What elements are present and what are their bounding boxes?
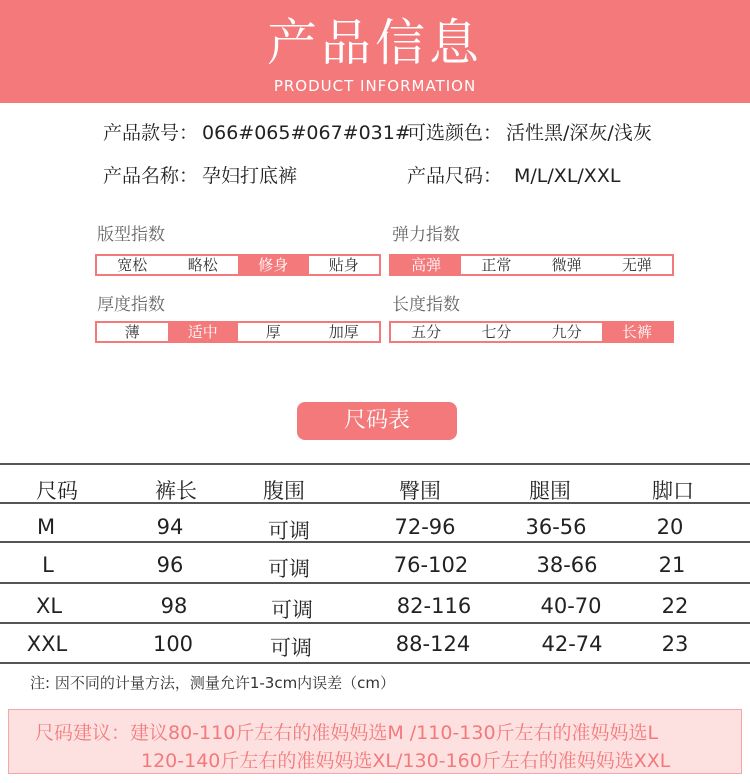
row-cell: 可调 bbox=[268, 519, 310, 543]
elasticity-index-label: 弹力指数 bbox=[392, 225, 460, 245]
row-cell: 98 bbox=[160, 594, 188, 618]
header-size: 尺码 bbox=[36, 479, 78, 503]
row-cell: 100 bbox=[152, 632, 194, 656]
elasticity-index-scale bbox=[389, 254, 674, 276]
fit-option: 贴身 bbox=[328, 256, 359, 274]
length-index-scale bbox=[389, 321, 674, 343]
thickness-option: 适中 bbox=[168, 323, 239, 341]
header-hem: 脚口 bbox=[652, 479, 694, 503]
thickness-option: 厚 bbox=[265, 323, 281, 341]
row-cell: 21 bbox=[658, 553, 686, 577]
fit-option: 宽松 bbox=[117, 256, 148, 274]
row-divider bbox=[0, 582, 750, 584]
row-divider bbox=[0, 541, 750, 543]
banner-subtitle: PRODUCT INFORMATION bbox=[273, 77, 477, 95]
size-table-title: 尺码表 bbox=[297, 402, 457, 440]
model-value: 066#065#067#031# bbox=[202, 122, 411, 144]
name-label: 产品名称： bbox=[103, 165, 199, 187]
size-advice-box bbox=[8, 709, 742, 774]
table-bottom-rule bbox=[0, 662, 750, 664]
elasticity-option: 正常 bbox=[481, 256, 512, 274]
row-cell: 88-124 bbox=[395, 632, 471, 656]
fit-option: 略松 bbox=[187, 256, 218, 274]
thickness-option: 薄 bbox=[124, 323, 140, 341]
row-cell: 22 bbox=[661, 594, 689, 618]
size-label: 产品尺码： bbox=[407, 165, 503, 187]
row-cell: 20 bbox=[656, 515, 684, 539]
product-sizes bbox=[407, 161, 620, 188]
model-label: 产品款号： bbox=[103, 122, 199, 144]
row-cell: 72-96 bbox=[394, 515, 456, 539]
size-value: M/L/XL/XXL bbox=[514, 165, 621, 187]
length-index-label: 长度指数 bbox=[392, 295, 460, 315]
header-banner bbox=[0, 0, 750, 103]
advice-text-1: 建议80-110斤左右的准妈妈选M /110-130斤左右的准妈妈选L bbox=[130, 722, 659, 744]
length-option: 七分 bbox=[481, 323, 512, 341]
row-cell: XXL bbox=[26, 632, 68, 656]
header-hip: 臀围 bbox=[399, 479, 441, 503]
row-cell: 96 bbox=[156, 553, 184, 577]
length-option: 长裤 bbox=[602, 323, 672, 341]
elasticity-option: 微弹 bbox=[551, 256, 582, 274]
advice-text-2: 120-140斤左右的准妈妈选XL/130-160斤左右的准妈妈选XXL bbox=[141, 750, 671, 772]
fit-index-label: 版型指数 bbox=[97, 225, 165, 245]
row-cell: 76-102 bbox=[393, 553, 469, 577]
thickness-index-scale bbox=[95, 321, 381, 343]
row-cell: 36-56 bbox=[525, 515, 587, 539]
row-cell: 94 bbox=[156, 515, 184, 539]
row-cell: 可调 bbox=[271, 598, 313, 622]
fit-option: 修身 bbox=[238, 256, 309, 274]
row-cell: 82-116 bbox=[396, 594, 472, 618]
row-cell: 可调 bbox=[268, 557, 310, 581]
header-waist: 腹围 bbox=[263, 479, 305, 503]
table-top-rule bbox=[0, 463, 750, 465]
color-value: 活性黑/深灰/浅灰 bbox=[506, 122, 652, 144]
thickness-option: 加厚 bbox=[328, 323, 359, 341]
thickness-index-label: 厚度指数 bbox=[97, 295, 165, 315]
product-name bbox=[103, 161, 297, 188]
header-thigh: 腿围 bbox=[529, 479, 571, 503]
row-cell: XL bbox=[35, 594, 63, 618]
row-cell: 23 bbox=[661, 632, 689, 656]
product-colors bbox=[407, 118, 652, 145]
elasticity-option: 无弹 bbox=[621, 256, 652, 274]
banner-title: 产品信息 bbox=[267, 14, 483, 72]
row-cell: 38-66 bbox=[536, 553, 598, 577]
color-label: 可选颜色： bbox=[407, 122, 503, 144]
row-cell: 42-74 bbox=[541, 632, 603, 656]
measurement-note: 注: 因不同的计量方法，测量允许1-3cm内误差（cm） bbox=[30, 674, 396, 692]
table-header-rule bbox=[0, 502, 750, 504]
row-cell: L bbox=[42, 553, 54, 577]
elasticity-option: 高弹 bbox=[391, 256, 461, 274]
product-model bbox=[103, 118, 411, 145]
row-cell: M bbox=[36, 515, 56, 539]
row-cell: 可调 bbox=[270, 636, 312, 660]
row-cell: 40-70 bbox=[540, 594, 602, 618]
header-length: 裤长 bbox=[155, 479, 197, 503]
name-value: 孕妇打底裤 bbox=[202, 165, 298, 187]
advice-label: 尺码建议： bbox=[35, 722, 131, 744]
row-divider bbox=[0, 622, 750, 624]
advice-line-1 bbox=[35, 718, 658, 745]
length-option: 九分 bbox=[551, 323, 582, 341]
fit-index-scale bbox=[95, 254, 381, 276]
length-option: 五分 bbox=[411, 323, 442, 341]
